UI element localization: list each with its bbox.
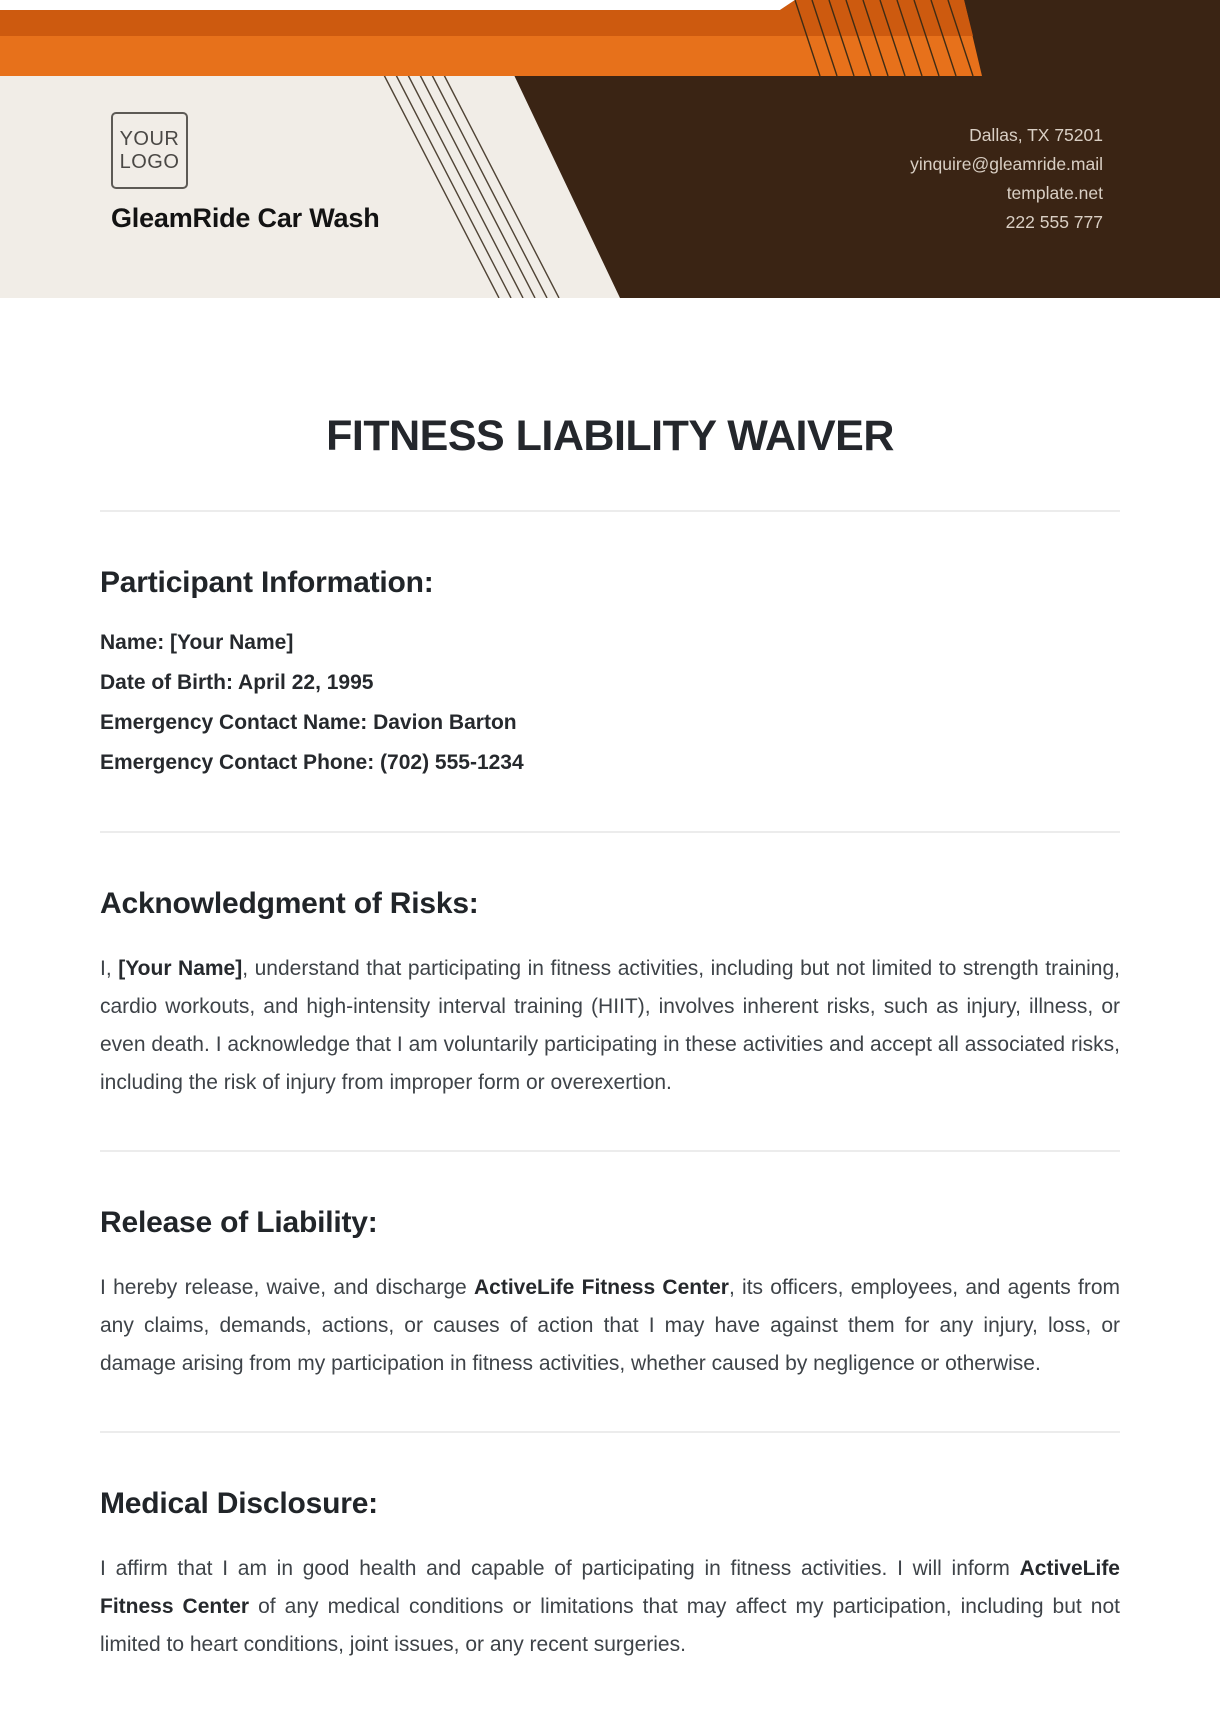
contact-address: Dallas, TX 75201 [969,125,1103,145]
section-divider [100,1431,1120,1433]
logo-text-line1: YOUR [119,127,180,150]
section-divider [100,510,1120,512]
section-release-of-liability [100,1204,1120,1383]
section-participant-information [100,564,1120,783]
section-paragraph: I affirm that I am in good health and capable of participating in fitness activities. I will inform ActiveLife Fitness Center of any medical conditions or limitations that may affect my participation, including but not limited to heart conditions, joint issues, or any recent surgeries. [100,1557,1120,1656]
section-heading: Participant Information: [100,566,434,599]
field-emergency-contact-phone: Emergency Contact Phone: (702) 555-1234 [100,751,524,774]
section-heading: Release of Liability: [100,1206,378,1239]
logo-text-line2: LOGO [119,150,180,173]
contact-phone: 222 555 777 [1005,212,1103,232]
participant-fields [100,623,1120,783]
letterhead [0,0,1220,298]
field-emergency-contact-name: Emergency Contact Name: Davion Barton [100,711,517,734]
logo-placeholder [111,112,188,189]
contact-block [910,121,1103,237]
section-medical-disclosure [100,1485,1120,1664]
contact-website: template.net [1006,183,1103,203]
section-acknowledgment-of-risks [100,885,1120,1102]
section-divider [100,831,1120,833]
section-heading: Medical Disclosure: [100,1487,378,1520]
page-title: FITNESS LIABILITY WAIVER [326,412,894,460]
section-heading: Acknowledgment of Risks: [100,887,479,920]
document-body [100,410,1120,1664]
section-divider [100,1150,1120,1152]
field-name: Name: [Your Name] [100,631,294,654]
contact-email: yinquire@gleamride.mail [910,154,1103,174]
section-paragraph: I hereby release, waive, and discharge ActiveLife Fitness Center, its officers, employees, and agents from any claims, demands, actions, or causes of action that I may have against them for any injury, loss, or damage arising from my participation in fitness activities, whether caused by negligence or otherwise. [100,1276,1120,1375]
field-date-of-birth: Date of Birth: April 22, 1995 [100,671,374,694]
section-paragraph: I, [Your Name], understand that participating in fitness activities, including but not limited to strength training, cardio workouts, and high-intensity interval training (HIIT), involves inherent risks, such as injury, illness, or even death. I acknowledge that I am voluntarily participating in these activities and accept all associated risks, including the risk of injury from improper form or overexertion. [100,957,1120,1094]
company-name: GleamRide Car Wash [111,203,380,233]
